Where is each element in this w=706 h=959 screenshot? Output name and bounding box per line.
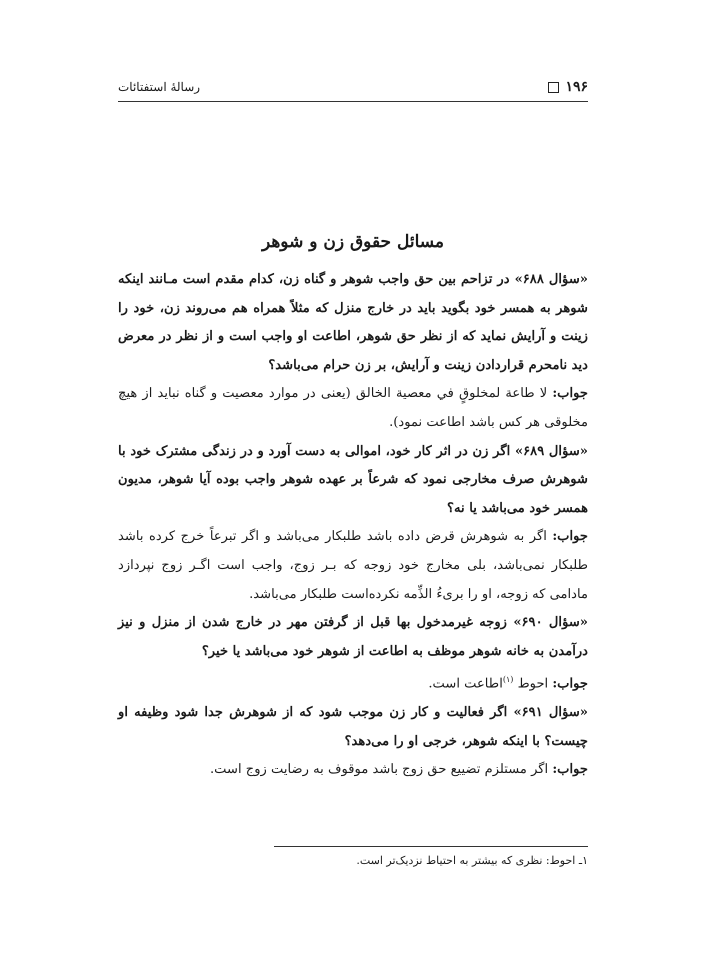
answer-text: احوط (513, 676, 553, 692)
question-label: «سؤال ۶۸۸» (514, 272, 588, 287)
answer-label: جواب: (552, 529, 588, 545)
page-header (118, 76, 588, 98)
footnote-divider (274, 846, 588, 847)
question-label: «سؤال ۶۸۹» (514, 443, 588, 459)
section-title: مسائل حقوق زن و شوهر (261, 232, 445, 252)
answer-689 (118, 523, 588, 609)
question-text: اگر فعالیت و کار زن موجب شود که از شوهرش جدا شود وظیفه او چیست؟ با اینکه شوهر، خرجی او را می‌دهد؟ (118, 705, 588, 749)
answer-label: جواب: (552, 386, 588, 402)
answer-label: جواب: (552, 676, 588, 692)
question-688 (118, 266, 588, 380)
footnote: ۱ـ احوط: نظری که بیشتر به احتیاط نزدیک‌تر است. (356, 854, 588, 867)
answer-691 (118, 756, 588, 785)
footnote-ref: (۱) (502, 675, 514, 685)
question-text: زوجه غیرمدخول بها قبل از گرفتن مهر در خارج شدن از منزل و نیز درآمدن به خانه شوهر موظف به اطاعت از شوهر خود می‌باشد یا خیر؟ (118, 615, 588, 659)
answer-text: اگر مستلزم تضییع حق زوج باشد موقوف به رضایت زوج است. (209, 762, 553, 778)
answer-text: لا طاعة لمخلوقٍ في معصية الخالق (یعنی در موارد معصیت و گناه نباید از هیچ مخلوقی هر کس باشد اطاعت نمود). (118, 386, 588, 430)
answer-text-end: اطاعت است. (428, 676, 503, 692)
question-label: «سؤال ۶۹۱» (513, 705, 588, 721)
question-689 (118, 438, 588, 524)
running-title: رسالهٔ استفتائات (118, 80, 201, 94)
question-text: اگر زن در اثر کار خود، اموالی به دست آورد و در زندگی مشترک خود با شوهرش صرف مخارجی نمود که شرعاً بر عهده شوهر واجب بوده آیا شوهر، مدیون همسر خود می‌باشد یا نه؟ (118, 443, 588, 516)
page-number-group (548, 79, 588, 95)
square-bullet-icon (548, 82, 559, 93)
answer-text: اگر به شوهرش قرض داده باشد طلبکار می‌باشد و اگر تبرعاً خرج کرده باشد طلبکار نمی‌باشد، بلی مخارج خود زوجه که بـر زوج، واجب است اگـر زوج نپردازد مادامی که زوجه، او را بریءُ الذِّمه نکرده‌است طلبکار می‌باشد. (118, 529, 588, 602)
answer-label: جواب: (552, 762, 588, 778)
header-divider (118, 101, 588, 102)
answer-690 (118, 666, 588, 699)
question-690 (118, 609, 588, 666)
page-number: ۱۹۶ (565, 79, 588, 95)
answer-688 (118, 380, 588, 437)
body-text (118, 266, 588, 785)
question-691 (118, 699, 588, 756)
question-text: در تزاحم بین حق واجب شوهر و گناه زن، کدام مقدم است مـانند اینکه شوهر به همسر خود بگوید باید در خارج منزل که مثلاً همراه هم می‌روند زن، خود را زینت و آرایش نماید که از نظر حق شوهر، اطاعت او واجب است و از نظر در معرض دید نامحرم قراردادن زینت و آرایش، بر زن حرام می‌باشد؟ (118, 272, 588, 373)
question-label: «سؤال ۶۹۰» (513, 615, 588, 631)
